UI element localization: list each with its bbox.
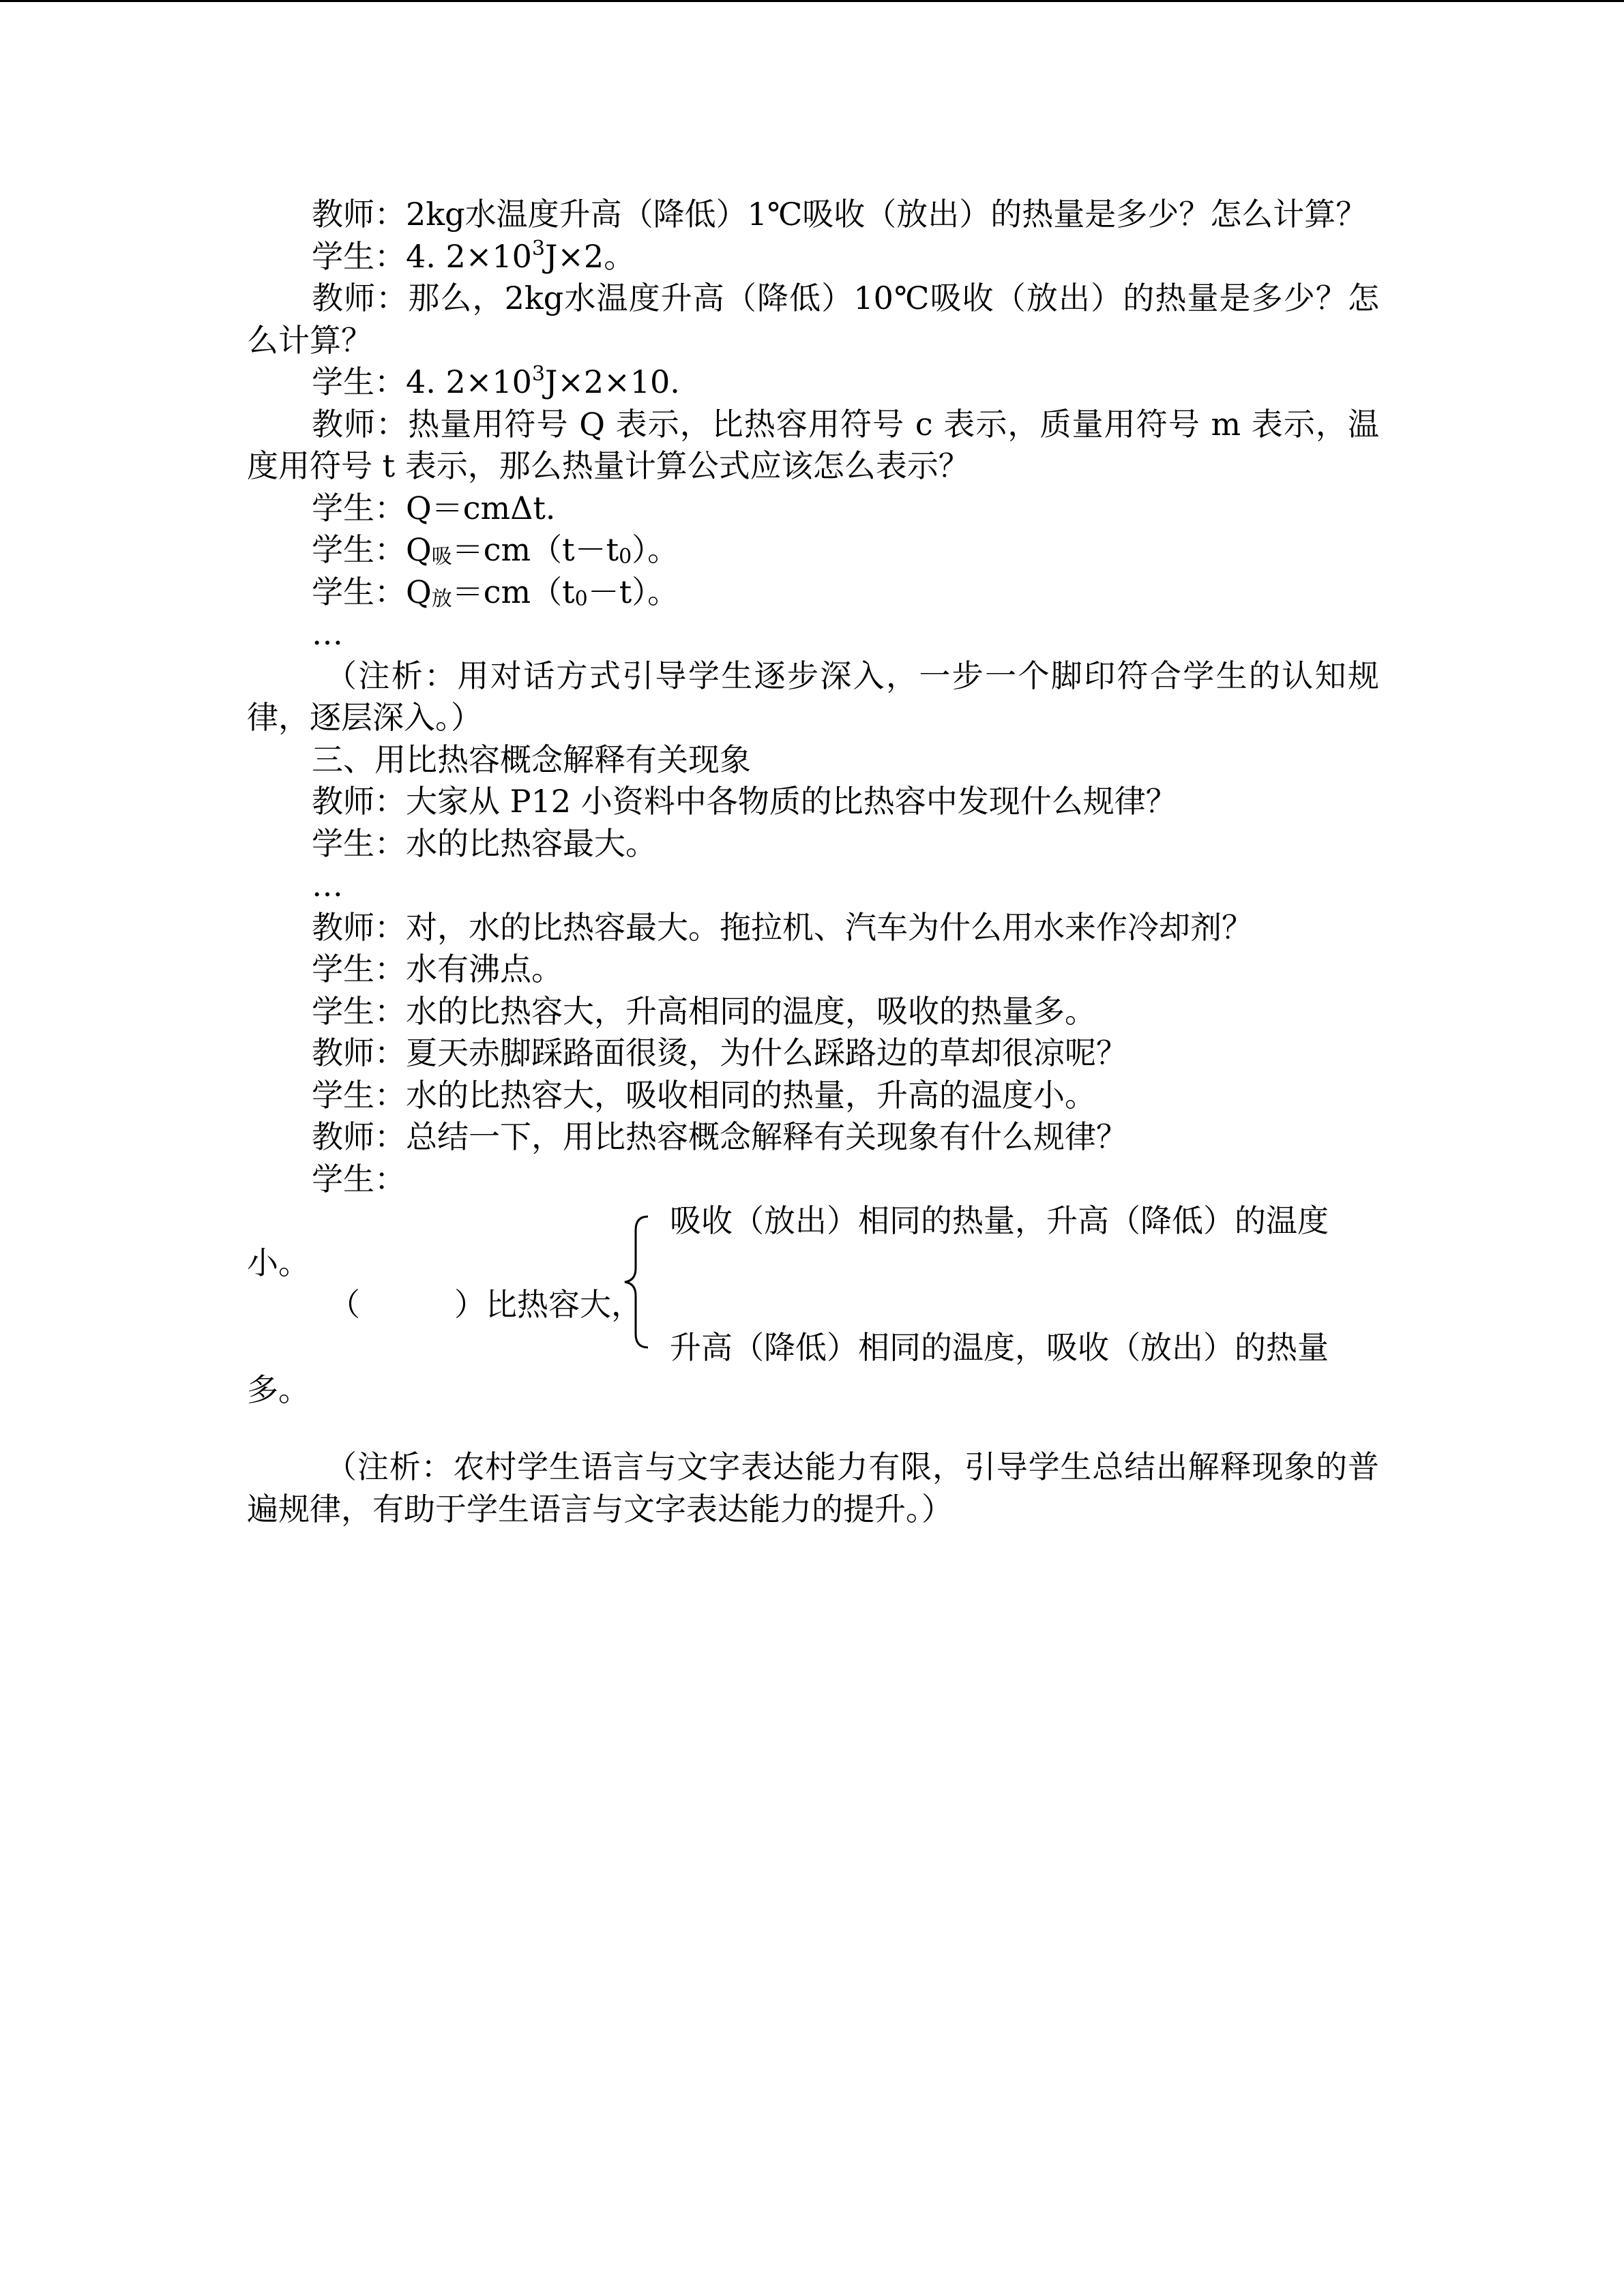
- student-line-2-suffix: J×2×10.: [544, 363, 680, 400]
- blank-line: [247, 1405, 1379, 1446]
- summary-line-1: 吸收（放出）相同的热量，升高（降低）的温度: [670, 1202, 1329, 1239]
- formula-2-body: ＝cm（t－t: [452, 531, 619, 568]
- summary-line-2: 升高（降低）相同的温度，吸收（放出）的热量: [670, 1329, 1329, 1366]
- student-line-3: 学生：水的比热容最大。: [312, 824, 657, 862]
- teacher-line-7: 教师：总结一下，用比热容概念解释有关现象有什么规律？: [312, 1118, 1127, 1155]
- student-formula-3: [247, 571, 1379, 614]
- formula-2-t-sub: 0: [619, 545, 632, 569]
- summary-line-1-wrap: 小。: [247, 1244, 310, 1281]
- student-formula-1: 学生：Q＝cmΔt.: [312, 489, 556, 526]
- document-body: [247, 194, 1379, 1530]
- formula-3-q-sub: 放: [431, 586, 452, 611]
- summary-condition: （ ）比热容大，: [329, 1286, 643, 1323]
- formula-2-q: 学生：Q: [312, 531, 432, 568]
- formula-2-end: ）。: [632, 531, 679, 568]
- student-line-1-exponent: 3: [531, 236, 545, 260]
- student-line-4: 学生：水有沸点。: [312, 951, 563, 987]
- ellipsis-2: …: [312, 867, 343, 904]
- student-line-7: 学生：: [312, 1160, 406, 1197]
- summary-brace-block: [247, 1200, 1379, 1408]
- student-line-2-exponent: 3: [531, 362, 545, 386]
- teacher-line-1: 教师：2kg水温度升高（降低）1℃吸收（放出）的热量是多少？怎么计算？: [312, 196, 1368, 233]
- curly-brace-icon: [621, 1214, 655, 1350]
- teacher-line-6: 教师：夏天赤脚踩路面很烫，为什么踩路边的草却很凉呢？: [312, 1034, 1127, 1071]
- section-heading-3: 三、用比热容概念解释有关现象: [312, 741, 751, 778]
- formula-3-t-sub: 0: [574, 586, 588, 611]
- note-2: （注析：农村学生语言与文字表达能力有限，引导学生总结出解释现象的普遍规律，有助于学生语言与文字表达能力的提升。）: [247, 1448, 1379, 1527]
- formula-2-q-sub: 吸: [431, 545, 452, 569]
- note-1: （注析：用对话方式引导学生逐步深入，一步一个脚印符合学生的认知规律，逐层深入。）: [247, 657, 1379, 736]
- student-line-1: [247, 236, 1379, 278]
- student-line-2: [247, 361, 1379, 404]
- student-formula-2: [247, 529, 1379, 571]
- formula-3-end: －t）。: [587, 573, 679, 610]
- teacher-line-4: 教师：大家从 P12 小资料中各物质的比热容中发现什么规律？: [312, 783, 1177, 820]
- student-line-2-prefix: 学生：4. 2×10: [312, 363, 532, 400]
- student-line-5: 学生：水的比热容大，升高相同的温度，吸收的热量多。: [312, 992, 1096, 1030]
- student-line-1-prefix: 学生：4. 2×10: [312, 237, 532, 275]
- teacher-line-5: 教师：对，水的比热容最大。拖拉机、汽车为什么用水来作冷却剂？: [312, 908, 1253, 946]
- ellipsis-1: …: [312, 615, 343, 652]
- top-border-line: [0, 0, 1624, 2]
- student-line-6: 学生：水的比热容大，吸收相同的热量，升高的温度小。: [312, 1076, 1096, 1114]
- formula-3-q: 学生：Q: [312, 573, 432, 610]
- formula-3-body: ＝cm（t: [452, 573, 575, 610]
- summary-line-2-wrap: 多。: [247, 1371, 310, 1408]
- teacher-line-3: 教师：热量用符号 Q 表示，比热容用符号 c 表示，质量用符号 m 表示，温度用符号 t 表示，那么热量计算公式应该怎么表示？: [247, 405, 1379, 484]
- student-line-1-suffix: J×2。: [544, 237, 636, 275]
- teacher-line-2: 教师：那么，2kg水温度升高（降低）10℃吸收（放出）的热量是多少？怎么计算？: [247, 280, 1379, 359]
